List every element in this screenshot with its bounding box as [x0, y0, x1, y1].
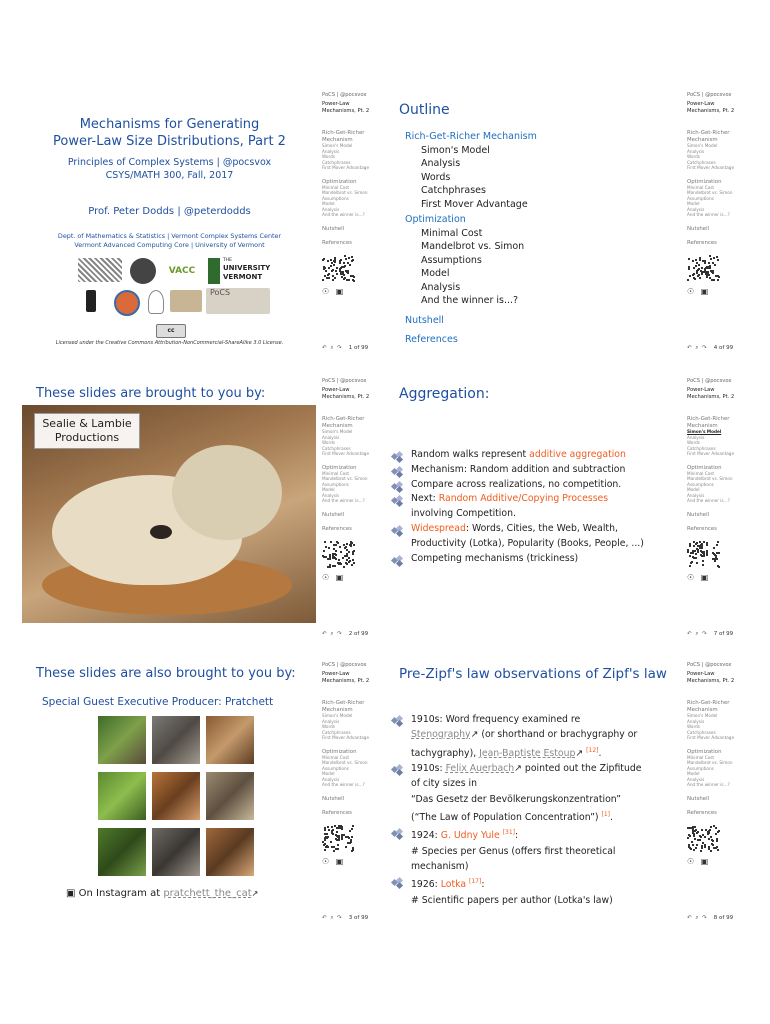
sidebar-header: PoCS | @pocsvox	[687, 378, 732, 384]
sidebar-item[interactable]: Catchphrases	[687, 159, 716, 165]
sidebar-section[interactable]: References	[322, 240, 352, 247]
plush-photo	[170, 290, 202, 312]
sidebar-item[interactable]: Minimal Cost	[322, 470, 350, 476]
sidebar-item[interactable]: Catchphrases	[687, 729, 716, 735]
lotka-link[interactable]: Lotka	[440, 879, 467, 891]
sidebar-item[interactable]: Catchphrases	[687, 445, 716, 451]
outline-item[interactable]: And the winner is...?	[421, 295, 519, 306]
sidebar-item[interactable]: Simon's Model	[687, 713, 718, 719]
caption-line-1: Sealie & Lambie	[42, 417, 132, 430]
sidebar-item[interactable]: Catchphrases	[322, 445, 351, 451]
sidebar	[322, 378, 384, 628]
instagram-link[interactable]: pratchett_the_cat	[163, 888, 252, 899]
sidebar-title: Mechanisms, Pt. 2	[322, 107, 370, 114]
uvm-university: UNIVERSITY	[223, 264, 271, 272]
affiliation-line-1: Dept. of Mathematics & Statistics | Vermont Complex Systems Center	[57, 232, 282, 240]
sidebar	[322, 92, 384, 342]
nav-icons[interactable]: ↶ ⌕ ↷	[322, 915, 343, 921]
sidebar-title: Mechanisms, Pt. 2	[322, 393, 370, 400]
outline-item[interactable]: Assumptions	[421, 254, 482, 266]
sidebar-item[interactable]: First Mover Advantage	[687, 735, 735, 741]
slide-title: Pre-Zipf's law observations of Zipf's law	[399, 666, 667, 682]
outline-item[interactable]: Catchphrases	[421, 185, 486, 196]
bulb-icon	[148, 290, 164, 314]
bullet-icon	[392, 526, 404, 534]
cat-photo	[206, 828, 254, 876]
sidebar	[687, 92, 749, 342]
bullet-list	[391, 712, 666, 908]
sidebar-item[interactable]: And the winner is...?	[322, 498, 365, 504]
nav-icons[interactable]: ↶ ⌕ ↷	[322, 345, 343, 351]
slide-4	[387, 92, 749, 352]
bullet-icon	[392, 482, 404, 490]
sidebar-section[interactable]: Nutshell	[322, 795, 345, 802]
qr-code	[322, 255, 356, 283]
sidebar-item[interactable]: Mandelbrot vs. Simon	[322, 190, 368, 196]
affiliation-line-2: Vermont Advanced Computing Core | University of Vermont	[74, 241, 265, 249]
uvm-vermont: VERMONT	[223, 273, 263, 281]
sidebar-header: PoCS | @pocsvox	[322, 378, 367, 384]
page-number	[687, 915, 733, 922]
sidebar-section[interactable]: Rich-Get-Richer Mechanism	[687, 130, 730, 143]
sidebar-item[interactable]: Catchphrases	[322, 729, 351, 735]
sidebar-item[interactable]: Model	[322, 487, 335, 493]
sidebar-header: PoCS | @pocsvox	[687, 662, 732, 668]
slide-main	[22, 92, 317, 346]
sidebar-item[interactable]: Assumptions	[687, 481, 714, 487]
nav-icons[interactable]: ↶ ⌕ ↷	[687, 345, 708, 351]
sidebar-item[interactable]: Words	[687, 440, 700, 446]
sidebar-section[interactable]: Optimization	[687, 178, 722, 185]
sidebar-section[interactable]: Rich-Get-Richer Mechanism	[687, 700, 730, 713]
sidebar-title: Mechanisms, Pt. 2	[687, 677, 735, 684]
sidebar-item[interactable]: Simon's Model	[687, 429, 722, 435]
bullet-icon	[392, 452, 404, 460]
qr-code	[687, 255, 721, 283]
bullet-icon	[392, 765, 404, 773]
badge-logo	[114, 290, 140, 316]
slide-main	[387, 662, 682, 912]
outline-item[interactable]: Minimal Cost	[421, 227, 483, 239]
slide-7	[387, 378, 749, 638]
sidebar-item[interactable]: Simon's Model	[322, 429, 353, 435]
sidebar-logos: ☉ ▣	[687, 572, 711, 582]
sidebar-item[interactable]: Analysis	[322, 776, 340, 782]
page-counter: 3 of 99	[348, 915, 369, 921]
citation[interactable]: [17]	[469, 878, 482, 886]
list-item: Random walks represent additive aggregation	[391, 448, 666, 463]
sidebar-item[interactable]: Assumptions	[322, 195, 349, 201]
stacked-logo	[86, 290, 96, 312]
citation[interactable]: [31]	[502, 829, 516, 837]
sidebar	[687, 378, 749, 628]
slide-subtitle: Special Guest Executive Producer: Pratchett	[42, 696, 274, 708]
qr-code	[687, 825, 721, 853]
sidebar-title: Power-Law	[322, 671, 350, 678]
outline-section[interactable]: Nutshell	[405, 314, 444, 326]
sidebar-title: Mechanisms, Pt. 2	[322, 677, 370, 684]
slide-main	[22, 378, 317, 628]
list-item: 1910s: Felix Auerbach↗ pointed out the Zipfitude of city sizes in “Das Gesetz der Bevölkerungskonzentration” (“The Law of Population Concentration”) [1].	[391, 761, 666, 825]
list-item: Next: Random Additive/Copying Processes involving Competition.	[391, 492, 666, 522]
page-title	[22, 116, 317, 150]
sidebar-item[interactable]: Minimal Cost	[687, 754, 715, 760]
qr-code	[322, 825, 356, 853]
sidebar-title: Power-Law	[687, 671, 715, 678]
sidebar-item[interactable]: Analysis	[687, 718, 705, 724]
sidebar-item[interactable]: Model	[687, 487, 700, 493]
highlight-text: additive aggregation	[529, 449, 626, 460]
slide-main	[387, 92, 682, 345]
page-counter: 8 of 99	[713, 915, 734, 921]
sidebar-item[interactable]: Mandelbrot vs. Simon	[322, 760, 368, 766]
bullet-icon	[392, 556, 404, 564]
slide-title: These slides are brought to you by:	[36, 386, 266, 401]
sidebar-item[interactable]: Analysis	[322, 148, 340, 154]
sidebar-item[interactable]: Assumptions	[687, 765, 714, 771]
auerbach-link[interactable]: Felix Auerbach	[445, 762, 515, 774]
slide-main	[22, 662, 317, 912]
photo-caption	[34, 413, 140, 449]
uvm-logo	[208, 258, 271, 284]
plush-lamb-shape	[172, 445, 282, 540]
sidebar-item[interactable]: Mandelbrot vs. Simon	[687, 476, 733, 482]
bullet-icon	[392, 467, 404, 475]
bullet-icon	[392, 878, 404, 886]
list-item: Competing mechanisms (trickiness)	[391, 552, 666, 567]
external-link-icon: ↗	[514, 762, 522, 774]
sidebar-item[interactable]: And the winner is...?	[322, 212, 365, 218]
cat-photo	[98, 828, 146, 876]
sidebar-section[interactable]: References	[322, 810, 352, 817]
sidebar-item[interactable]: Analysis	[687, 434, 705, 440]
license-text: Licensed under the Creative Commons Attribution-NonCommercial-ShareAlike 3.0 License.	[55, 340, 284, 346]
sidebar-title: Power-Law	[687, 101, 715, 108]
sidebar-section[interactable]: Nutshell	[322, 511, 345, 518]
page-number	[322, 915, 368, 922]
sidebar-section[interactable]: Optimization	[687, 748, 722, 755]
page-counter: 1 of 99	[348, 345, 369, 351]
nav-icons[interactable]: ↶ ⌕ ↷	[322, 631, 343, 637]
highlight-text: Random Additive/Copying Processes	[438, 493, 609, 505]
outline-item[interactable]: Analysis	[421, 281, 461, 293]
list-item: 1910s: Word frequency examined re Stenography↗ (or shorthand or brachygraphy or tachygraphy), Jean-Baptiste Estoup↗ [12].	[391, 712, 666, 761]
sidebar-section[interactable]: Rich-Get-Richer Mechanism	[322, 416, 365, 429]
sidebar-item[interactable]: Minimal Cost	[322, 754, 350, 760]
outline-list	[405, 130, 537, 347]
instagram-line: ▣ On Instagram at pratchett_the_cat↗	[66, 888, 259, 899]
sidebar-section[interactable]: Nutshell	[687, 795, 710, 802]
page-number	[322, 631, 368, 638]
outline-item[interactable]: Model	[421, 268, 450, 279]
sidebar-section[interactable]: Optimization	[687, 464, 722, 471]
cat-photo	[152, 772, 200, 820]
sidebar-header: PoCS | @pocsvox	[322, 92, 367, 98]
slide-title: Aggregation:	[399, 386, 490, 402]
sidebar-item[interactable]: Analysis	[322, 718, 340, 724]
sidebar-item[interactable]: Model	[322, 771, 335, 777]
uvm-the: THE	[223, 258, 232, 263]
cc-license-badge: cc	[156, 324, 186, 338]
sidebar-item[interactable]: Mandelbrot vs. Simon	[687, 190, 733, 196]
yule-link[interactable]: G. Udny Yule	[440, 830, 500, 842]
nav-icons[interactable]: ↶ ⌕ ↷	[687, 631, 708, 637]
bullet-list	[391, 448, 666, 566]
page-counter: 4 of 99	[713, 345, 734, 351]
sidebar-logos: ☉ ▣	[687, 286, 711, 296]
page-number	[687, 631, 733, 638]
page-counter: 2 of 99	[348, 631, 369, 637]
sidebar-item[interactable]: And the winner is...?	[687, 782, 730, 788]
sidebar-section[interactable]: Nutshell	[687, 511, 710, 518]
course-info	[22, 156, 317, 182]
page-number	[687, 345, 733, 352]
cat-photo	[152, 828, 200, 876]
sidebar-section[interactable]: Optimization	[322, 464, 357, 471]
sidebar-item[interactable]: Minimal Cost	[687, 470, 715, 476]
external-link-icon: ↗	[251, 889, 259, 898]
sidebar	[322, 662, 384, 912]
outline-item[interactable]: Analysis	[421, 158, 461, 169]
instagram-icon: ▣	[66, 888, 76, 899]
sidebar-section[interactable]: Nutshell	[687, 225, 710, 232]
outline-section[interactable]: Rich-Get-Richer Mechanism	[405, 131, 537, 142]
external-link-icon: ↗	[470, 729, 479, 741]
sidebar-section[interactable]: Nutshell	[322, 225, 345, 232]
sidebar-item[interactable]: Assumptions	[322, 481, 349, 487]
slide-3	[22, 662, 384, 922]
slide-8	[387, 662, 749, 922]
sidebar-item[interactable]: Analysis	[687, 492, 705, 498]
sidebar-item[interactable]: Assumptions	[322, 765, 349, 771]
sidebar-item[interactable]: First Mover Advantage	[322, 735, 370, 741]
sidebar-item[interactable]: Words	[687, 724, 700, 730]
sidebar-item[interactable]: Words	[322, 440, 335, 446]
plush-toys-photo	[22, 405, 316, 623]
estoup-link[interactable]: Jean-Baptiste Estoup	[479, 747, 576, 759]
sidebar-item[interactable]: First Mover Advantage	[322, 165, 370, 171]
sidebar-item[interactable]: Model	[687, 201, 700, 207]
slide-2	[22, 378, 384, 638]
highlight-text: Widespread	[411, 522, 466, 534]
sidebar-item[interactable]: Model	[322, 201, 335, 207]
sidebar-title: Mechanisms, Pt. 2	[687, 107, 735, 114]
sidebar-item[interactable]: Catchphrases	[322, 159, 351, 165]
author: Prof. Peter Dodds | @peterdodds	[88, 206, 251, 217]
external-link-icon: ↗	[575, 747, 584, 759]
bullet-icon	[392, 829, 404, 837]
nav-icons[interactable]: ↶ ⌕ ↷	[687, 915, 708, 921]
sidebar-item[interactable]: Analysis	[687, 148, 705, 154]
outline-item[interactable]: Mandelbrot vs. Simon	[421, 241, 525, 252]
sidebar-section[interactable]: References	[322, 526, 352, 533]
complex-systems-logo	[78, 258, 122, 282]
sidebar-header: PoCS | @pocsvox	[687, 92, 732, 98]
sidebar-logos: ☉ ▣	[322, 856, 346, 866]
pocs-logo: PoCS	[206, 288, 270, 314]
sidebar-item[interactable]: Minimal Cost	[322, 184, 350, 190]
list-item: 1926: Lotka [17]: # Scientific papers per author (Lotka's law)	[391, 874, 666, 908]
list-item: Compare across realizations, no competition.	[391, 478, 666, 493]
sidebar-section[interactable]: Optimization	[322, 178, 357, 185]
seal-logo	[130, 258, 156, 284]
sidebar-section[interactable]: Optimization	[322, 748, 357, 755]
sidebar-item[interactable]: First Mover Advantage	[687, 165, 735, 171]
page-number	[322, 345, 368, 352]
sidebar-title: Mechanisms, Pt. 2	[687, 393, 735, 400]
qr-code	[687, 541, 721, 569]
sidebar-item[interactable]: Mandelbrot vs. Simon	[322, 476, 368, 482]
affiliation	[22, 232, 317, 250]
sidebar-logos: ☉ ▣	[687, 856, 711, 866]
sidebar-section[interactable]: References	[687, 526, 717, 533]
sidebar-section[interactable]: Rich-Get-Richer Mechanism	[322, 130, 365, 143]
sidebar-item[interactable]: Simon's Model	[322, 143, 353, 149]
sidebar	[687, 662, 749, 912]
sidebar-logos: ☉ ▣	[322, 286, 346, 296]
citation[interactable]: [12]	[586, 746, 599, 754]
sidebar-logos: ☉ ▣	[322, 572, 346, 582]
outline-item[interactable]: Words	[421, 171, 451, 183]
sidebar-item[interactable]: Words	[322, 154, 335, 160]
course-line-2: CSYS/MATH 300, Fall, 2017	[105, 170, 234, 181]
sidebar-title: Power-Law	[322, 101, 350, 108]
sidebar-item[interactable]: Simon's Model	[322, 713, 353, 719]
sidebar-item[interactable]: Analysis	[687, 206, 705, 212]
slide-title: Outline	[399, 102, 450, 118]
outline-item[interactable]: Simon's Model	[421, 144, 490, 156]
nose-shape	[150, 525, 172, 539]
sidebar-item[interactable]: First Mover Advantage	[687, 451, 735, 457]
bullet-icon	[392, 716, 404, 724]
logo-strip	[78, 258, 271, 314]
slide-main	[387, 378, 682, 628]
sidebar-item[interactable]: Analysis	[322, 206, 340, 212]
sidebar-section[interactable]: Rich-Get-Richer Mechanism	[322, 700, 365, 713]
sidebar-item[interactable]: Minimal Cost	[687, 184, 715, 190]
cat-photo	[98, 716, 146, 764]
sidebar-item[interactable]: First Mover Advantage	[322, 451, 370, 457]
sidebar-title: Power-Law	[322, 387, 350, 394]
list-item: Mechanism: Random addition and subtraction	[391, 463, 666, 478]
cat-photo	[206, 716, 254, 764]
cat-photo	[98, 772, 146, 820]
outline-section[interactable]: References	[405, 334, 458, 345]
outline-item[interactable]: First Mover Advantage	[421, 198, 528, 210]
title-line-1: Mechanisms for Generating	[79, 117, 260, 132]
vacc-logo: VACC	[168, 266, 196, 276]
title-line-2: Power-Law Size Distributions, Part 2	[53, 134, 286, 149]
caption-line-2: Productions	[54, 431, 120, 444]
sidebar-item[interactable]: Analysis	[687, 776, 705, 782]
qr-code	[322, 541, 356, 569]
sidebar-section[interactable]: References	[687, 240, 717, 247]
sidebar-header: PoCS | @pocsvox	[322, 662, 367, 668]
bullet-icon	[392, 496, 404, 504]
sidebar-title: Power-Law	[687, 387, 715, 394]
sidebar-item[interactable]: And the winner is...?	[687, 498, 730, 504]
sidebar-item[interactable]: Assumptions	[687, 195, 714, 201]
slide-title: These slides are also brought to you by:	[36, 666, 296, 681]
sidebar-item[interactable]: Analysis	[322, 434, 340, 440]
slide-1	[22, 92, 384, 352]
list-item: Widespread: Words, Cities, the Web, Wealth, Productivity (Lotka), Popularity (Books, People, ...)	[391, 522, 666, 552]
list-item: 1924: G. Udny Yule [31]: # Species per Genus (offers first theoretical mechanism)	[391, 825, 666, 874]
page-counter: 7 of 99	[713, 631, 734, 637]
sidebar-section[interactable]: Rich-Get-Richer Mechanism	[687, 416, 730, 429]
sidebar-item[interactable]: And the winner is...?	[322, 782, 365, 788]
sidebar-item[interactable]: Words	[322, 724, 335, 730]
citation[interactable]: [1]	[601, 810, 611, 818]
stenography-link[interactable]: Stenography	[411, 729, 471, 741]
sidebar-item[interactable]: Mandelbrot vs. Simon	[687, 760, 733, 766]
outline-section[interactable]: Optimization	[405, 214, 466, 225]
sidebar-item[interactable]: Model	[687, 771, 700, 777]
sidebar-item[interactable]: Analysis	[322, 492, 340, 498]
sidebar-item[interactable]: Simon's Model	[687, 143, 718, 149]
course-line-1: Principles of Complex Systems | @pocsvox	[67, 157, 272, 168]
sidebar-item[interactable]: And the winner is...?	[687, 212, 730, 218]
sidebar-item[interactable]: Words	[687, 154, 700, 160]
cat-photo	[152, 716, 200, 764]
cat-photo	[206, 772, 254, 820]
sidebar-section[interactable]: References	[687, 810, 717, 817]
